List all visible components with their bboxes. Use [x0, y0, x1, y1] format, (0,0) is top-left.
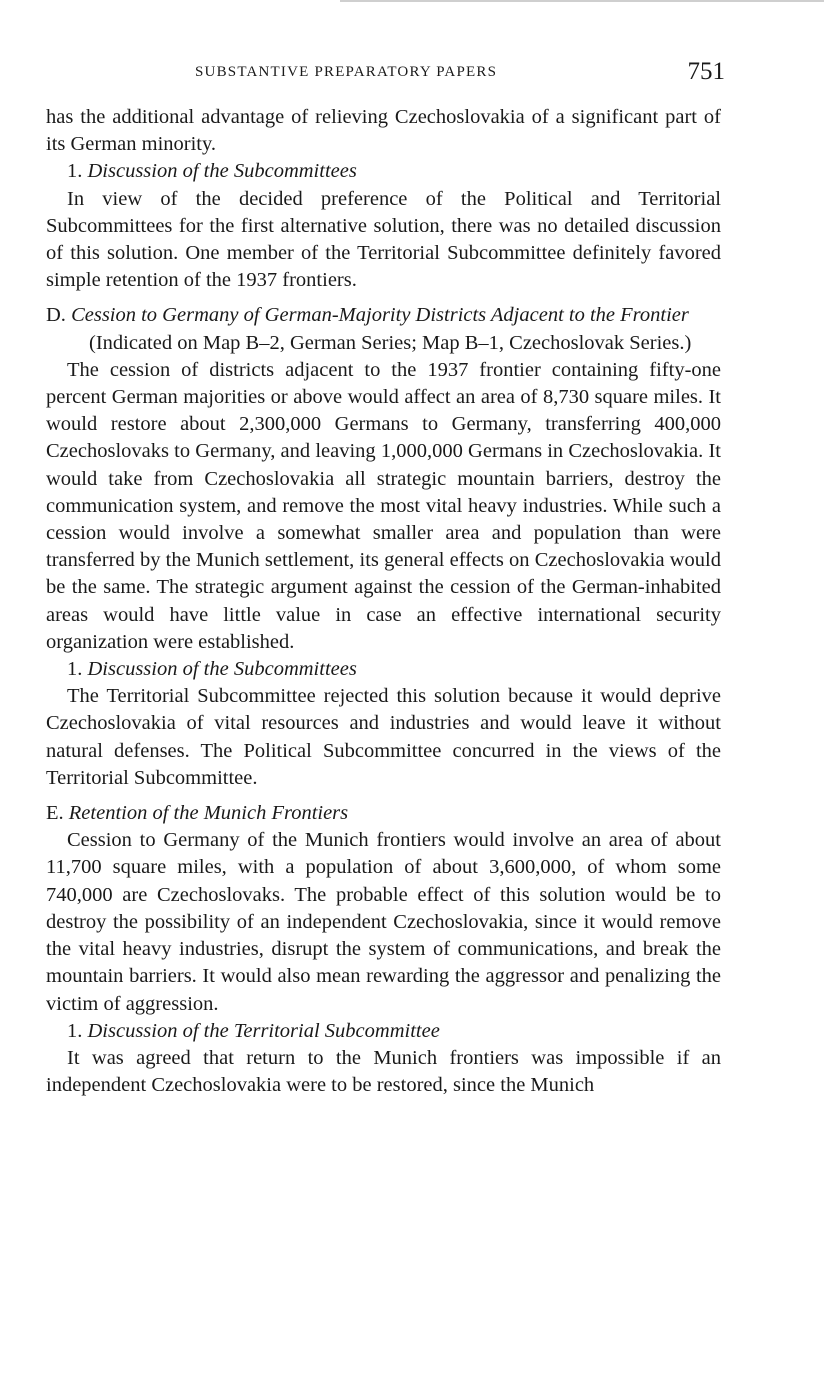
opening-paragraph: has the additional advantage of relieving Czechoslovakia of a significant part of its German minority.: [46, 106, 721, 156]
subsection-heading-e-discussion: [46, 1018, 721, 1045]
paragraph-c-discussion: In view of the decided preference of the Political and Territorial Subcommittees for the first alternative solution, there was no detailed discussion of this solution. One member of the Territorial Subcommittee definitely favored simple retention of the 1937 frontiers.: [46, 187, 721, 292]
paragraph-section-d: The cession of districts adjacent to the 1937 frontier containing fifty-one percent German majorities or above would affect an area of 8,730 square miles. It would restore about 2,300,000 Germans to Germany, transferring 400,000 Czechoslovaks to Germany, and leaving 1,000,000 Germans in Czechoslovakia. It would take from Czechoslovakia all strategic mountain barriers, destroy the communication system, and remove the most vital heavy industries. While such a cession would involve a somewhat smaller area and population than were transferred by the Munich settlement, its general effects on Czechoslovakia would be the same. The strategic argument against the cession of the German-inhabited areas would have little value in case an effective international security organization were established.: [46, 358, 721, 653]
page-header: [195, 60, 725, 90]
page-body: [46, 104, 721, 1099]
subsection-number: 1.: [67, 658, 83, 681]
subsection-number: 1.: [67, 1019, 83, 1042]
map-reference-note: (Indicated on Map B–2, German Series; Map B–1, Czechoslovak Series.): [89, 331, 692, 354]
subsection-number: 1.: [67, 160, 83, 183]
section-title: Cession to Germany of German-Majority Districts Adjacent to the Frontier: [71, 304, 689, 327]
subsection-title: Discussion of the Subcommittees: [87, 658, 357, 681]
subsection-heading-d-discussion: [46, 656, 721, 683]
section-title: Retention of the Munich Frontiers: [68, 802, 349, 825]
paragraph-section-e: Cession to Germany of the Munich frontiers would involve an area of about 11,700 square miles, with a population of about 3,600,000, of whom some 740,000 are Czechoslovaks. The probable effect of this solution would be to destroy the possibility of an independent Czechoslovakia, since it would remove the vital heavy industries, disrupt the system of communications, and break the mountain barriers. It would also mean rewarding the aggressor and penalizing the victim of aggression.: [46, 829, 721, 1015]
subsection-title: Discussion of the Territorial Subcommittee: [87, 1019, 440, 1042]
section-heading-d: [46, 302, 721, 329]
subsection-title: Discussion of the Subcommittees: [87, 160, 357, 183]
running-head: SUBSTANTIVE PREPARATORY PAPERS: [195, 64, 498, 80]
page-number: 751: [687, 58, 725, 85]
subsection-heading-c-discussion: [46, 158, 721, 185]
section-heading-e: [46, 800, 721, 827]
top-rule: [340, 0, 824, 2]
section-letter: E.: [46, 802, 64, 825]
paragraph-e-discussion: It was agreed that return to the Munich frontiers was impossible if an independent Czechoslovakia were to be restored, since the Munich: [46, 1046, 721, 1097]
paragraph-d-discussion: The Territorial Subcommittee rejected this solution because it would deprive Czechoslovakia of vital resources and industries and would leave it without natural defenses. The Political Subcommittee concurred in the views of the Territorial Subcommittee.: [46, 685, 721, 789]
section-letter: D.: [46, 304, 66, 327]
